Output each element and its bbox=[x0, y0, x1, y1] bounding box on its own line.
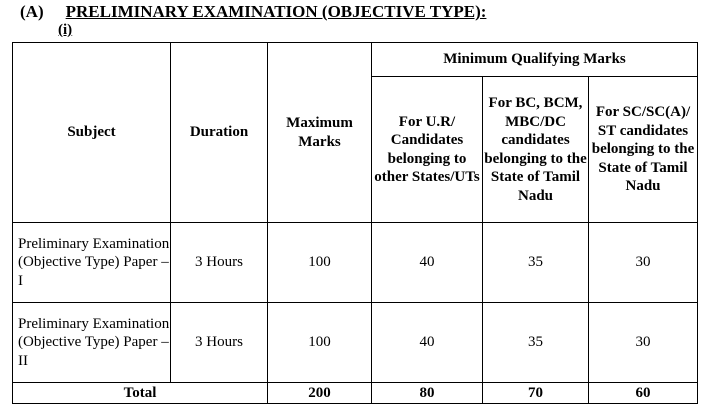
total-sc-marks: 60 bbox=[589, 383, 698, 404]
total-ur-marks: 80 bbox=[372, 383, 483, 404]
cell-sc-marks: 30 bbox=[589, 303, 698, 383]
header-bc-candidates: For BC, BCM, MBC/DC candidates belonging to the State of Tamil Nadu bbox=[483, 77, 589, 223]
section-title: PRELIMINARY EXAMINATION (OBJECTIVE TYPE): bbox=[65, 2, 487, 21]
total-row bbox=[13, 383, 698, 404]
subsection-label: (i) bbox=[58, 22, 73, 38]
cell-max-marks: 100 bbox=[268, 303, 372, 383]
header-duration: Duration bbox=[171, 43, 268, 223]
table-row bbox=[13, 303, 698, 383]
header-maximum-marks: Maximum Marks bbox=[268, 43, 372, 223]
table-header-row bbox=[13, 43, 698, 77]
cell-sc-marks: 30 bbox=[589, 223, 698, 303]
marks-table bbox=[12, 42, 698, 404]
total-bc-marks: 70 bbox=[483, 383, 589, 404]
cell-duration: 3 Hours bbox=[171, 303, 268, 383]
cell-bc-marks: 35 bbox=[483, 223, 589, 303]
cell-duration: 3 Hours bbox=[171, 223, 268, 303]
header-sc-candidates: For SC/SC(A)/ ST candidates belonging to the State of Tamil Nadu bbox=[589, 77, 698, 223]
section-marker: (A) bbox=[20, 2, 44, 21]
cell-ur-marks: 40 bbox=[372, 223, 483, 303]
section-heading bbox=[20, 2, 486, 22]
header-ur-candidates: For U.R/ Candidates belonging to other States/UTs bbox=[372, 77, 483, 223]
cell-ur-marks: 40 bbox=[372, 303, 483, 383]
cell-max-marks: 100 bbox=[268, 223, 372, 303]
cell-subject: Preliminary Examination (Objective Type) Paper – I bbox=[13, 223, 171, 303]
total-label: Total bbox=[13, 383, 268, 404]
header-minimum-qualifying-marks: Minimum Qualifying Marks bbox=[372, 43, 698, 77]
table-row bbox=[13, 223, 698, 303]
cell-bc-marks: 35 bbox=[483, 303, 589, 383]
total-max-marks: 200 bbox=[268, 383, 372, 404]
cell-subject: Preliminary Examination (Objective Type) Paper – II bbox=[13, 303, 171, 383]
header-subject: Subject bbox=[13, 43, 171, 223]
